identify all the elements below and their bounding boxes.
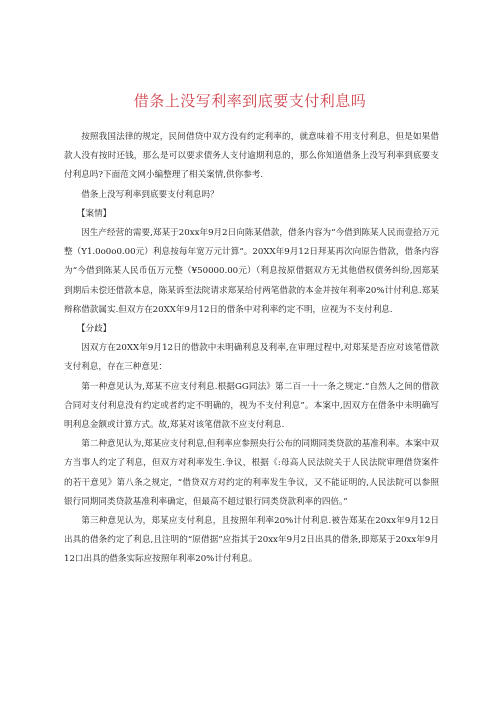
document-title: 借条上没写利率到底要支付利息吗 [133,92,367,110]
case-paragraph: 因生产经营的需要,郑某于20xx年9月2日向陈某借款，借条内容为“今借到陈某人民而壹拾万元整（Y1.0o0o0.00元）利息按每年宽万元计算”。20XX年9月12日拜某再次向原告借款，借条内容为“今借到陈某人民币伍万元整（¥50000.00元）（利息按原借据双方无其他借权债务纠纷,因郑某到期后未偿还借款本息，陈某诉至法院请求郑某给付两笔借款的本金并按年利率20%计付利息.郑某辩称借款属实.但双方在20XX年9月12日的借条中对利率约定不明，应视为不支付利息. [64,228,439,315]
section-heading-dispute: 【分歧】 [76,324,112,335]
opinion-two-paragraph: 第二种意见认为,郑某应支付利息,但利率应参照央行公布的同期同类贷款的基准利率。本案中双方当事人约定了利息，但双方对利率发生.争议，根据《:母高人民法院关于人民法院审理借贷案件的若干意见》第八条之规定，“借贷双方对约定的利率发生争议，又不能证明的,人民法院可以参照银行同期同类贷款基准利率确定，但最高不超过银行同类贷款利率的四倍。” [64,439,439,507]
question-paragraph: 借条上没写利率到底要支付利息吗？ [81,189,219,200]
intro-paragraph: 按照我国法律的规定，民间借贷中双方没有约定利率的，就意味着不用支付利息，但是如果借款人没有按时还钱，那么是可以要求债务人支付逾期利息的，那么你知道借条上没写利率到底要支付利息吗?下面范文网小编整理了相关案情,供你参考. [64,132,439,181]
opinion-three-paragraph: 第三种意见认为，郑某应支付利息，且按照年利率20%计付利息.被告郑某在20xx年9月12日出具的借条约定了利息,且注明的“原借据”应指其于20xx年9月2日出具的借条,即郑某于20xx年9月12口出具的借条实际应按照年利率20%计付利息。 [64,516,439,565]
opinion-one-paragraph: 第一种意见认为,郑某不应支付利息.根据GG同法》第二百一十一条之规定.“自然人之间的借款合同对支付利息没有约定或者约定不明确的，视为不支付利息”。本案中,因双方在借条中未明确写明利息金额或计算方式。故,郑某对该笔借款不应支付利息. [64,381,439,431]
section-heading-case: 【案情】 [76,208,112,219]
dispute-paragraph: 因双方在20XX年9月12日的借款中未明确利息及利率,在审理过程中,对郑某是否应对该笔借款支付利息，存在三种意见： [64,343,439,373]
document-body [64,128,439,570]
